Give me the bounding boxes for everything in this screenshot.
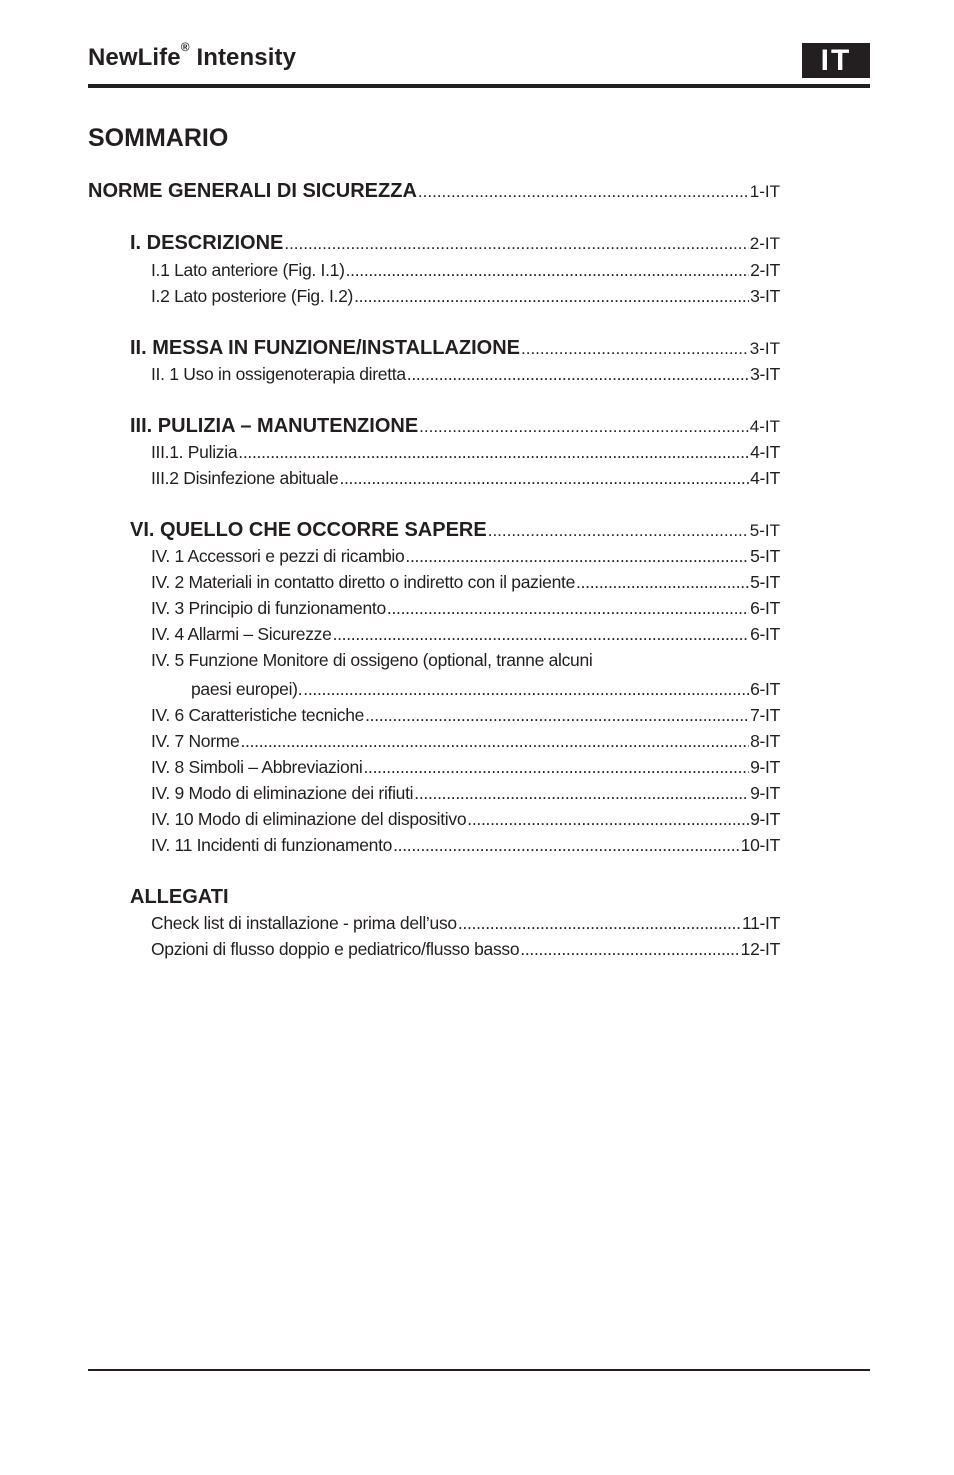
- toc-entry-4-3[interactable]: IV. 3 Principio di funzionamento ..... 6-IT: [151, 598, 780, 619]
- toc-entry-section-3[interactable]: III. PULIZIA – MANUTENZIONE ..... 4-IT: [130, 415, 780, 438]
- toc-entry-annex-1[interactable]: Check list di installazione - prima dell’uso ..... 11-IT: [151, 913, 780, 934]
- footer-divider: [88, 1369, 870, 1371]
- page-header: [88, 40, 870, 88]
- annex-heading: ALLEGATI: [130, 886, 229, 908]
- toc-entry-2-1[interactable]: II. 1 Uso in ossigenoterapia diretta ..... 3-IT: [151, 364, 780, 385]
- language-badge: IT: [802, 43, 870, 78]
- toc-entry-4-9[interactable]: IV. 9 Modo di eliminazione dei rifiuti ..... 9-IT: [151, 783, 780, 804]
- toc-entry-1-1[interactable]: I.1 Lato anteriore (Fig. I.1) ..... 2-IT: [151, 260, 780, 281]
- page-title: SOMMARIO: [88, 124, 229, 152]
- toc-entry-3-1[interactable]: III.1. Pulizia ..... 4-IT: [151, 442, 780, 463]
- toc-entry-general[interactable]: NORME GENERALI DI SICUREZZA ..... 1-IT: [88, 180, 780, 203]
- toc-entry-4-5[interactable]: paesi europei). ..... 6-IT: [191, 679, 780, 700]
- registered-mark: ®: [180, 40, 190, 54]
- toc-entry-section-4[interactable]: VI. QUELLO CHE OCCORRE SAPERE ..... 5-IT: [130, 519, 780, 542]
- toc-entry-4-11[interactable]: IV. 11 Incidenti di funzionamento ..... 10-IT: [151, 835, 780, 856]
- toc-entry-4-7[interactable]: IV. 7 Norme ..... 8-IT: [151, 731, 780, 752]
- toc-entry-4-10[interactable]: IV. 10 Modo di eliminazione del dispositivo ..... 9-IT: [151, 809, 780, 830]
- toc-entry-4-1[interactable]: IV. 1 Accessori e pezzi di ricambio ..... 5-IT: [151, 546, 780, 567]
- toc-entry-3-2[interactable]: III.2 Disinfezione abituale ..... 4-IT: [151, 468, 780, 489]
- toc-entry-4-8[interactable]: IV. 8 Simboli – Abbreviazioni ..... 9-IT: [151, 757, 780, 778]
- toc-entry-1-2[interactable]: I.2 Lato posteriore (Fig. I.2) ..... 3-IT: [151, 286, 780, 307]
- toc-entry-section-1[interactable]: I. DESCRIZIONE ..... 2-IT: [130, 232, 780, 255]
- toc-entry-4-5-line1[interactable]: IV. 5 Funzione Monitore di ossigeno (optional, tranne alcuni: [151, 650, 593, 670]
- toc-entry-annex-2[interactable]: Opzioni di flusso doppio e pediatrico/flusso basso ..... 12-IT: [151, 939, 780, 960]
- toc-entry-4-4[interactable]: IV. 4 Allarmi – Sicurezze ..... 6-IT: [151, 624, 780, 645]
- toc-entry-section-2[interactable]: II. MESSA IN FUNZIONE/INSTALLAZIONE ..... 3-IT: [130, 337, 780, 360]
- product-title: NewLife® Intensity: [88, 40, 297, 71]
- toc-entry-4-2[interactable]: IV. 2 Materiali in contatto diretto o indiretto con il paziente ..... 5-IT: [151, 572, 780, 593]
- header-divider: [88, 84, 870, 88]
- toc-entry-4-6[interactable]: IV. 6 Caratteristiche tecniche ..... 7-IT: [151, 705, 780, 726]
